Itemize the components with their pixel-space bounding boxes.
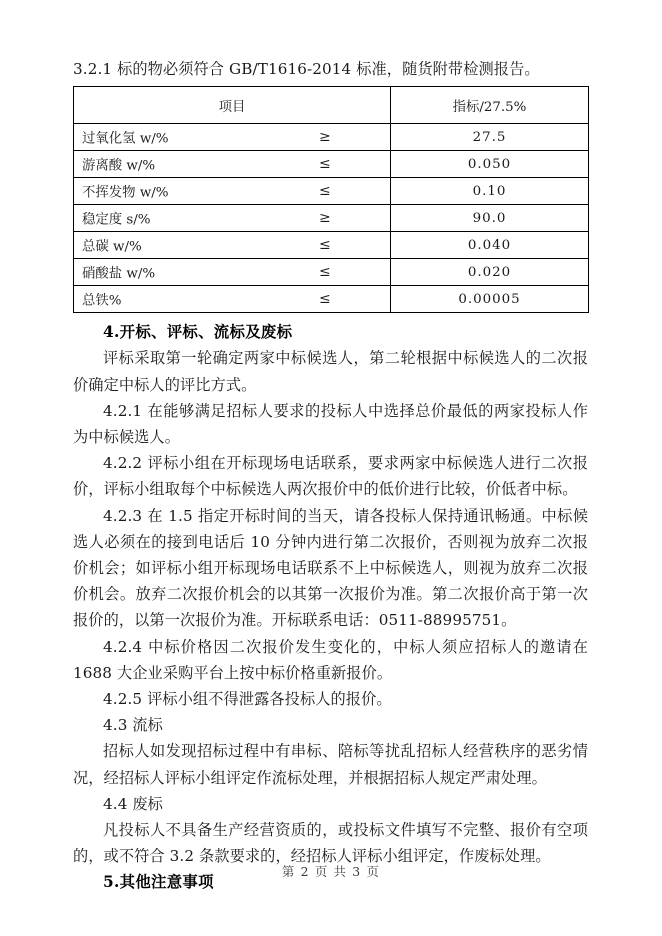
table-head: [74, 87, 589, 124]
table-cell-value: 90.0: [391, 205, 589, 232]
item-name: 过氧化氢 w/%: [82, 131, 169, 147]
page-number-label: 第 2 页 共 3 页: [281, 864, 381, 879]
section-5-heading: 5.其他注意事项: [103, 873, 214, 892]
clause-4-3-body: 招标人如发现招标过程中有串标、陪标等扰乱招标人经营秩序的恶劣情况，经招标人评标小组评定作流标处理，并根据招标人规定严肃处理。: [73, 742, 588, 787]
table-cell-value: 0.020: [391, 259, 589, 286]
table-cell-value: 0.040: [391, 232, 589, 259]
clause-4-2-3: 4.2.3 在 1.5 指定开标时间的当天，请各投标人保持通讯畅通。中标候选人必须在的接到电话后 10 分钟内进行第二次报价，否则视为放弃二次报价机会；如评标小组开标现场电话联系不上中标候选人，则视为放弃二次报价机会。放弃二次报价机会的以其第一次报价为准。第二次报价高于第一次报价的，以第一次报价为准。开标联系电话：0511-88995751。: [73, 506, 588, 630]
table-row: [74, 286, 589, 313]
page-content: [73, 56, 588, 896]
page-footer: [0, 862, 662, 880]
clause-4-4-heading: 4.4 废标: [103, 794, 163, 813]
comparison-operator: ≤: [319, 291, 331, 308]
item-name: 不挥发物 w/%: [82, 185, 169, 201]
table-cell-item: [74, 259, 391, 286]
comparison-operator: ≤: [319, 156, 331, 173]
table-row: [74, 124, 589, 151]
clause-4-3-heading: 4.3 流标: [103, 716, 163, 735]
item-name: 稳定度 s/%: [82, 212, 151, 228]
comparison-operator: ≤: [319, 183, 331, 200]
table-body: [74, 124, 589, 313]
column-header-index: 指标/27.5%: [391, 87, 589, 124]
table-cell-value: 0.050: [391, 151, 589, 178]
clause-4-2-2: 4.2.2 评标小组在开标现场电话联系，要求两家中标候选人进行二次报价，评标小组取每个中标候选人两次报价中的低价进行比较，价低者中标。: [73, 454, 588, 499]
table-row: [74, 205, 589, 232]
specification-table: [73, 86, 589, 313]
table-header-row: [74, 87, 589, 124]
section-4-lead-paragraph: 评标采取第一轮确定两家中标候选人，第二轮根据中标候选人的二次报价确定中标人的评比方式。: [73, 349, 588, 394]
table-row: [74, 259, 589, 286]
table-cell-item: [74, 286, 391, 313]
table-row: [74, 232, 589, 259]
section-4-heading: 4.开标、评标、流标及废标: [103, 323, 293, 342]
table-row: [74, 178, 589, 205]
table-cell-item: [74, 178, 391, 205]
clause-4-2-4: 4.2.4 中标价格因二次报价发生变化的，中标人须应招标人的邀请在 1688 大企业采购平台上按中标价格重新报价。: [73, 637, 588, 682]
table-cell-value: 27.5: [391, 124, 589, 151]
item-name: 硝酸盐 w/%: [82, 266, 156, 282]
table-cell-item: [74, 232, 391, 259]
comparison-operator: ≤: [319, 264, 331, 281]
clause-4-2-5: 4.2.5 评标小组不得泄露各投标人的报价。: [103, 690, 392, 709]
clause-4-2-1: 4.2.1 在能够满足招标人要求的投标人中选择总价最低的两家投标人作为中标候选人。: [73, 401, 588, 447]
item-name: 总碳 w/%: [82, 239, 142, 255]
table-row: [74, 151, 589, 178]
item-name: 游离酸 w/%: [82, 158, 156, 174]
table-cell-value: 0.00005: [391, 286, 589, 313]
intro-paragraph: 3.2.1 标的物必须符合 GB/T1616-2014 标准，随货附带检测报告。: [73, 60, 540, 78]
comparison-operator: ≤: [319, 237, 331, 254]
table-cell-item: [74, 124, 391, 151]
table-cell-item: [74, 151, 391, 178]
table-cell-item: [74, 205, 391, 232]
item-name: 总铁%: [82, 293, 122, 309]
table-cell-value: 0.10: [391, 178, 589, 205]
column-header-item: 项目: [74, 87, 391, 124]
clause-4-4-body: 凡投标人不具备生产经营资质的，或投标文件填写不完整、报价有空项的，或不符合 3.2 条款要求的，经招标人评标小组评定，作废标处理。: [73, 821, 588, 866]
comparison-operator: ≥: [319, 129, 331, 146]
comparison-operator: ≥: [319, 210, 331, 227]
